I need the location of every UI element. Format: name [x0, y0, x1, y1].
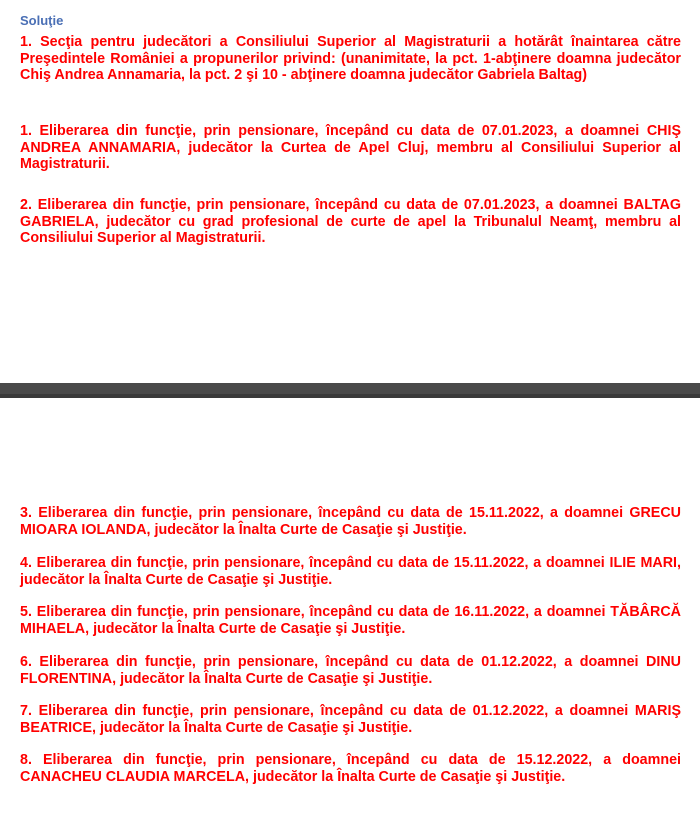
document-page-top — [0, 0, 700, 383]
list-item: 1. Eliberarea din funcţie, prin pensionare, începând cu data de 07.01.2023, a doamnei CHIŞ ANDREA ANNAMARIA, judecător la Curtea de Apel Cluj, membru al Consiliului Superior al Magistraturii. — [20, 123, 681, 172]
solution-heading: Soluţie — [20, 13, 64, 28]
intro-paragraph: 1. Secţia pentru judecători a Consiliului Superior al Magistraturii a hotărât înaintarea către Preşedintele României a propunerilor privind: (unanimitate, la pct. 1-abţinere doamna judecător Chiş Andrea Annamaria, la pct. 2 şi 10 - abţinere doamna judecător Gabriela Baltag) — [20, 34, 681, 83]
list-item: 3. Eliberarea din funcţie, prin pensionare, începând cu data de 15.11.2022, a doamnei GRECU MIOARA IOLANDA, judecător la Înalta Curte de Casaţie şi Justiţie. — [20, 505, 681, 538]
list-item: 5. Eliberarea din funcţie, prin pensionare, începând cu data de 16.11.2022, a doamnei TĂBÂRCĂ MIHAELA, judecător la Înalta Curte de Casaţie şi Justiţie. — [20, 604, 681, 637]
list-item: 8. Eliberarea din funcţie, prin pensionare, începând cu data de 15.12.2022, a doamnei CANACHEU CLAUDIA MARCELA, judecător la Înalta Curte de Casaţie şi Justiţie. — [20, 752, 681, 785]
list-item: 2. Eliberarea din funcţie, prin pensionare, începând cu data de 07.01.2023, a doamnei BALTAG GABRIELA, judecător cu grad profesional de curte de apel la Tribunalul Neamţ, membru al Consiliului Superior al Magistraturii. — [20, 197, 681, 246]
list-item: 4. Eliberarea din funcţie, prin pensionare, începând cu data de 15.11.2022, a doamnei ILIE MARI, judecător la Înalta Curte de Casaţie şi Justiţie. — [20, 555, 681, 588]
list-item: 6. Eliberarea din funcţie, prin pensionare, începând cu data de 01.12.2022, a doamnei DINU FLORENTINA, judecător la Înalta Curte de Casaţie şi Justiţie. — [20, 654, 681, 687]
document-page-bottom — [0, 398, 700, 818]
list-item: 7. Eliberarea din funcţie, prin pensionare, începând cu data de 01.12.2022, a doamnei MARIŞ BEATRICE, judecător la Înalta Curte de Casaţie şi Justiţie. — [20, 703, 681, 736]
page-separator — [0, 383, 700, 398]
